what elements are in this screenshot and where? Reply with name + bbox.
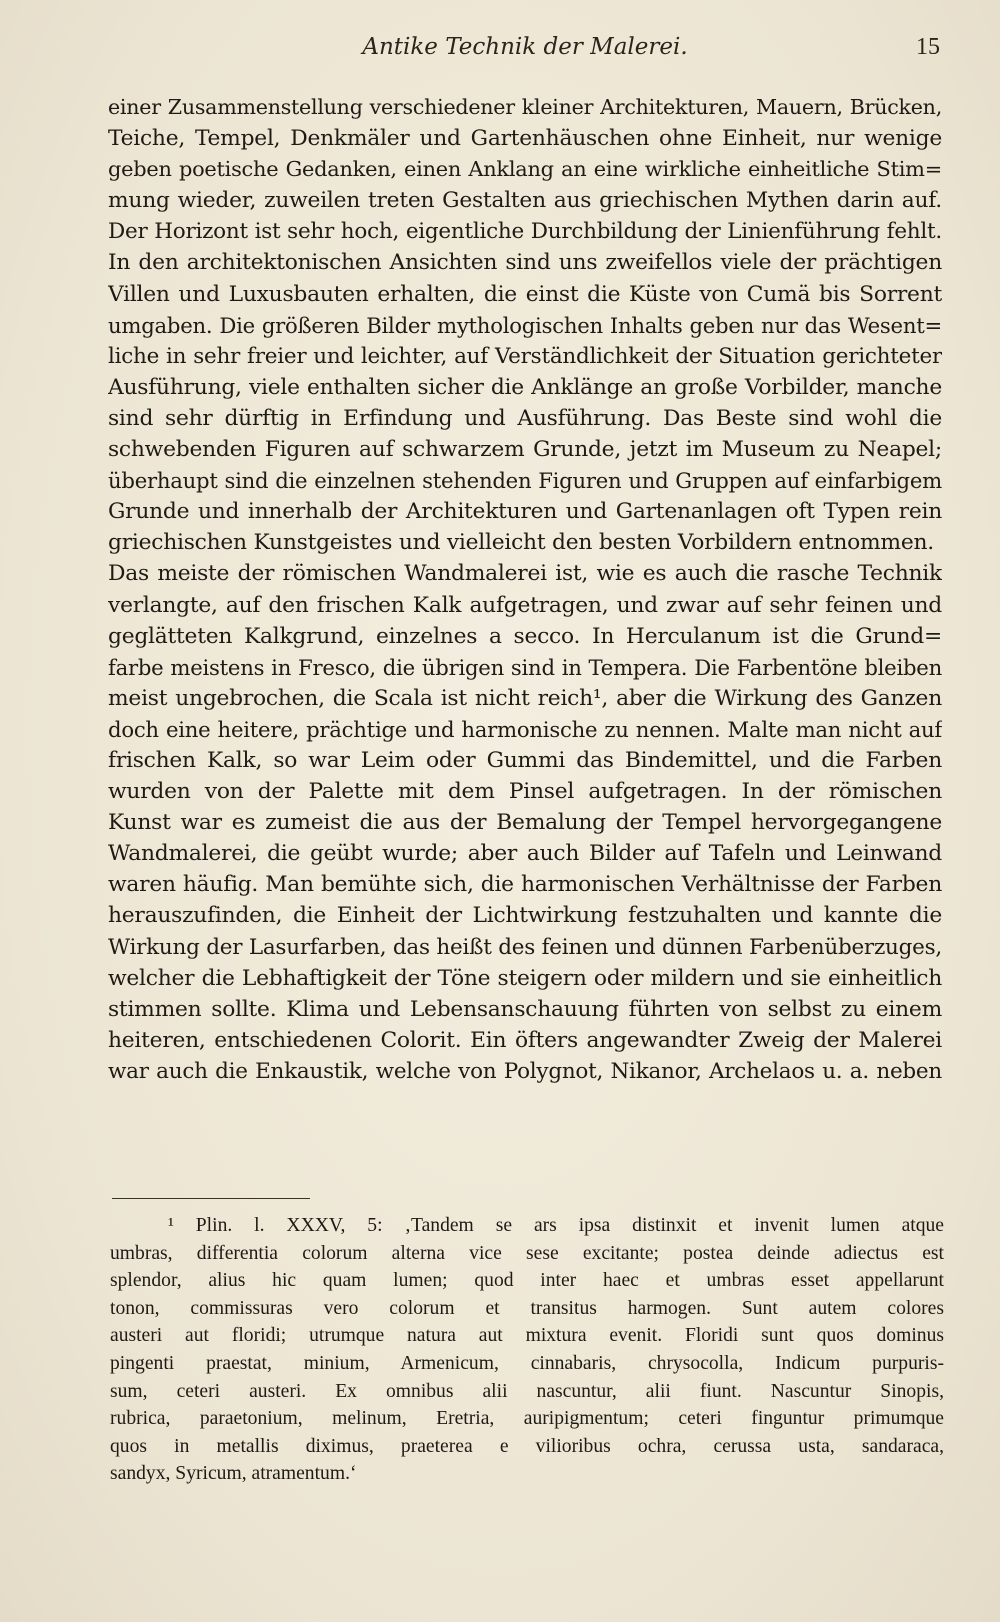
footnote-line: austeri aut floridi; utrumque natura aut mixtura evenit. Floridi sunt quos dominus	[110, 1325, 944, 1347]
page-number: 15	[916, 34, 940, 60]
text-line: verlangte, auf den frischen Kalk aufgetragen, und zwar auf sehr feinen und	[108, 592, 942, 618]
text-line: schwebenden Figuren auf schwarzem Grunde, jetzt im Museum zu Neapel;	[108, 437, 942, 463]
main-text	[108, 92, 942, 1152]
text-line: überhaupt sind die einzelnen stehenden Figuren und Gruppen auf einfarbigem	[108, 468, 942, 494]
text-line: Wirkung der Lasurfarben, das heißt des feinen und dünnen Farbenüberzuges,	[108, 934, 942, 960]
text-line: waren häufig. Man bemühte sich, die harmonischen Verhältnisse der Farben	[108, 872, 942, 898]
text-line: stimmen sollte. Klima und Lebensanschauung führten von selbst zu einem	[108, 996, 942, 1022]
text-line: sind sehr dürftig in Erfindung und Ausführung. Das Beste sind wohl die	[108, 405, 942, 431]
text-line: liche in sehr freier und leichter, auf Verständlichkeit der Situation gerichteter	[108, 343, 942, 369]
text-line: farbe meistens in Fresco, die übrigen sind in Tempera. Die Farbentöne bleiben	[108, 654, 942, 680]
footnote-divider	[112, 1198, 310, 1199]
running-title: Antike Technik der Malerei.	[362, 34, 688, 60]
text-line: geglätteten Kalkgrund, einzelnes a secco. In Herculanum ist die Grund=	[108, 623, 942, 649]
footnote-line: umbras, differentia colorum alterna vice sese excitante; postea deinde adiectus est	[110, 1242, 944, 1264]
text-line: Das meiste der römischen Wandmalerei ist, wie es auch die rasche Technik	[108, 561, 942, 587]
footnote-line: pingenti praestat, minium, Armenicum, cinnabaris, chrysocolla, Indicum purpuris-	[110, 1352, 944, 1374]
footnote-line: quos in metallis diximus, praeterea e vilioribus ochra, cerussa usta, sandaraca,	[110, 1435, 944, 1457]
footnote-line: splendor, alius hic quam lumen; quod inter haec et umbras esset appellarunt	[110, 1270, 944, 1292]
text-line: doch eine heitere, prächtige und harmonische zu nennen. Malte man nicht auf	[108, 716, 942, 742]
text-line: Der Horizont ist sehr hoch, eigentliche Durchbildung der Linienführung fehlt.	[108, 219, 942, 245]
text-line: Kunst war es zumeist die aus der Bemalung der Tempel hervorgegangene	[108, 810, 942, 836]
text-line: Ausführung, viele enthalten sicher die Anklänge an große Vorbilder, manche	[108, 374, 942, 400]
footnote-line: sum, ceteri austeri. Ex omnibus alii nascuntur, alii fiunt. Nascuntur Sinopis,	[110, 1380, 944, 1402]
text-line: meist ungebrochen, die Scala ist nicht reich¹, aber die Wirkung des Ganzen	[108, 685, 942, 711]
text-line: welcher die Lebhaftigkeit der Töne steigern oder mildern und sie einheitlich	[108, 965, 942, 991]
text-line: mung wieder, zuweilen treten Gestalten aus griechischen Mythen darin auf.	[108, 188, 942, 214]
text-line: Wandmalerei, die geübt wurde; aber auch Bilder auf Tafeln und Leinwand	[108, 841, 942, 867]
footnote-line: tonon, commissuras vero colorum et transitus harmogen. Sunt autem colores	[110, 1297, 944, 1319]
page-header	[110, 34, 940, 74]
text-line: geben poetische Gedanken, einen Anklang an eine wirkliche einheitliche Stim=	[108, 157, 942, 182]
footnote-line: rubrica, paraetonium, melinum, Eretria, auripigmentum; ceteri finguntur primumque	[110, 1408, 944, 1430]
text-line: einer Zusammenstellung verschiedener kleiner Architekturen, Mauern, Brücken,	[108, 95, 942, 119]
footnote-line: sandyx, Syricum, atramentum.‘	[110, 1463, 357, 1485]
text-line: war auch die Enkaustik, welche von Polygnot, Nikanor, Archelaos u. a. neben	[108, 1058, 942, 1084]
text-line: frischen Kalk, so war Leim oder Gummi das Bindemittel, und die Farben	[108, 747, 942, 773]
text-line: griechischen Kunstgeistes und vielleicht den besten Vorbildern entnommen.	[108, 530, 934, 556]
text-line: herauszufinden, die Einheit der Lichtwirkung festzuhalten und kannte die	[108, 903, 942, 929]
text-line: wurden von der Palette mit dem Pinsel aufgetragen. In der römischen	[108, 779, 942, 805]
footnote-block	[110, 1212, 944, 1602]
text-line: Teiche, Tempel, Denkmäler und Gartenhäuschen ohne Einheit, nur wenige	[108, 126, 942, 152]
text-line: Villen und Luxusbauten erhalten, die einst die Küste von Cumä bis Sorrent	[108, 281, 942, 307]
text-line: umgaben. Die größeren Bilder mythologischen Inhalts geben nur das Wesent=	[108, 312, 942, 338]
text-line: heiteren, entschiedenen Colorit. Ein öfters angewandter Zweig der Malerei	[108, 1027, 942, 1053]
footnote-line: ¹ Plin. l. XXXV, 5: ‚Tandem se ars ipsa distinxit et invenit lumen atque	[168, 1215, 944, 1236]
text-line: Grunde und innerhalb der Architekturen und Gartenanlagen oft Typen rein	[108, 499, 942, 525]
text-line: In den architektonischen Ansichten sind uns zweifellos viele der prächtigen	[108, 250, 942, 276]
